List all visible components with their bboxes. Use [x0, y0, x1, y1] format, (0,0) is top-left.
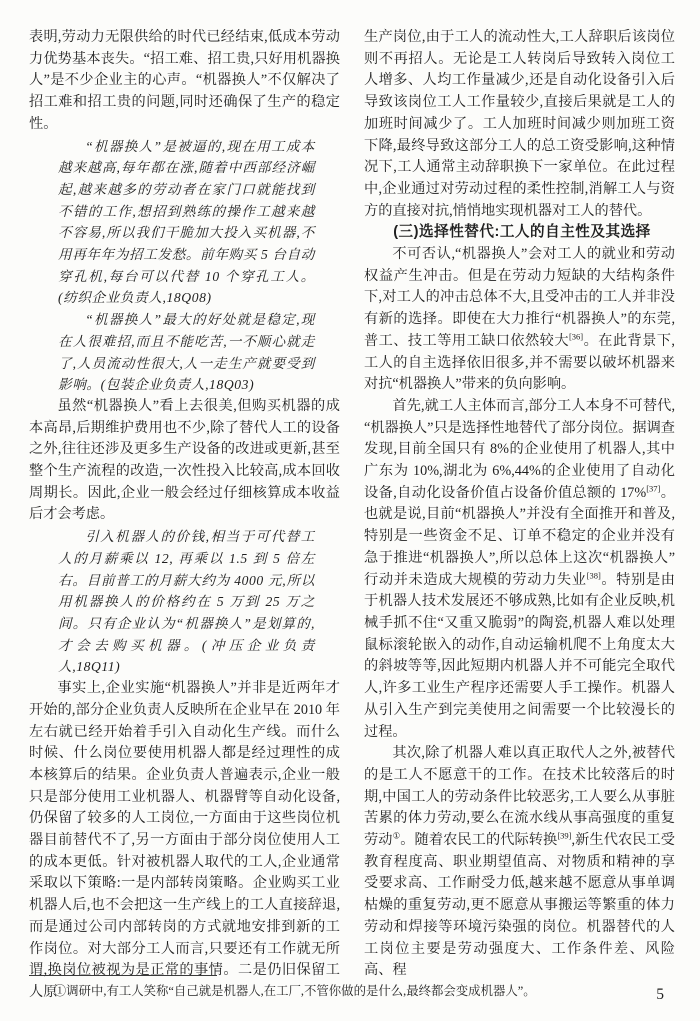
- two-column-text-area: [29, 27, 675, 1004]
- citation-superscript: [38]: [586, 569, 601, 580]
- left-column: [29, 27, 340, 1004]
- body-paragraph: 虽然“机器换人”看上去很美,但购买机器的成本高昂,后期维护费用也不少,除了替代人工的设备之外,往往还涉及更多生产设备的改进或更新,甚至整个生产流程的改造,一次性投入比较高,成本回收周期长。因此,企业一般会经过仔细核算成本收益后才会考虑。: [29, 397, 340, 523]
- body-paragraph: 不可否认,“机器换人”会对工人的就业和劳动权益产生冲击。但是在劳动力短缺的大结构条件下,对工人的冲击总体不大,且受冲击的工人并非没有新的选择。即使在大力推行“机器换人”的东莞,普工、技工等用工缺口依然较大[36]。在此背景下,工人的自主选择依旧很多,并不需要以破坏机器来对抗“机器换人”带来的负向影响。: [364, 246, 675, 393]
- body-paragraph: 其次,除了机器人难以真正取代人之外,被替代的是工人不愿意干的工作。在技术比较落后的时期,中国工人的劳动条件比较恶劣,工人要么从事脏苦累的体力劳动,要么在流水线从事高强度的重复劳动①。随着农民工的代际转换[39],新生代农民工受教育程度高、职业期望值高、对物质和精神的享受要求高、工作耐受力低,越来越不愿意从事单调枯燥的重复劳动,更不愿意从事搬运等繁重的体力劳动和焊接等环境污染强的岗位。机器替代的人工岗位主要是劳动强度大、工作条件差、风险高、程: [364, 745, 675, 979]
- footnote-text: ①调研中,有工人笑称“自己就是机器人,在工厂,不管你做的是什么,最终都会变成机器人”。: [53, 984, 536, 998]
- interview-quote: “机器换人”最大的好处就是稳定,现在人很难招,而且不能吃苦,一不顺心就走了,人员流动性很大,人一走生产就要受到影响。(包装企业负责人,18Q03): [58, 312, 315, 393]
- section-heading: (三)选择性替代:工人的自主性及其选择: [393, 224, 651, 241]
- footnote-divider: [29, 975, 217, 976]
- citation-superscript: [37]: [646, 483, 661, 494]
- page-number: 5: [656, 986, 664, 1003]
- citation-superscript: ①: [392, 830, 401, 841]
- interview-quote: “机器换人”是被逼的,现在用工成本越来越高,每年都在涨,随着中西部经济崛起,越来越多的劳动者在家门口就能找到不错的工作,想招到熟练的操作工越来越不容易,所以我们干脆加大投入买机器,不用再年年为招工发愁。前年购买 5 台自动穿孔机,每台可以代替 10 个穿孔工人。(纺织企业负责人,18Q08): [58, 138, 315, 306]
- body-paragraph: 首先,就工人主体而言,部分工人本身不可替代,“机器换人”只是选择性地替代了部分岗位。据调查发现,目前全国只有 8%的企业使用了机器人,其中广东为 10%,湖北为 6%,44%的企业使用了自动化设备,自动化设备价值占设备价值总额的 17%[37]。也就是说,目前“机器换人”并没有全面推开和普及,特别是一些资金不足、订单不稳定的企业并没有急于推进“机器换人”,所以总体上这次“机器换人”行动并未造成大规模的劳动力失业[38]。特别是由于机器人技术发展还不够成熟,比如有企业反映,机械手抓不住“又重又脆弱”的陶瓷,机器人难以处理鼠标滚轮嵌入的动作,自动运输机爬不上角度太大的斜坡等等,因此短期内机器人并不可能完全取代人,许多工业生产程序还需要人手工操作。机器人从引入生产到完美使用之间需要一个比较漫长的过程。: [364, 397, 675, 740]
- citation-superscript: [36]: [568, 331, 584, 342]
- interview-quote: 引入机器人的价钱,相当于可代替工人的月薪乘以 12, 再乘以 1.5 到 5 倍左右。目前普工的月薪大约为 4000 元,所以用机器换人的价格约在 5 万到 25 万之间。只有企业认为“机器换人”是划算的,才会去购买机器。(冲压企业负责人,18Q11): [58, 529, 315, 675]
- right-column: [364, 27, 675, 1004]
- body-paragraph: 表明,劳动力无限供给的时代已经结束,低成本劳动力优势基本丧失。“招工难、招工贵,只好用机器换人”是不少企业主的心声。“机器换人”不仅解决了招工难和招工贵的问题,同时还确保了生产的稳定性。: [29, 29, 340, 132]
- body-paragraph: 事实上,企业实施“机器换人”并非是近两年才开始的,部分企业负责人反映所在企业早在 2010 年左右就已经开始着手引入自动化生产线。而什么时候、什么岗位要使用机器人都是经过理性的成本核算后的结果。企业负责人普遍表示,企业一般只是部分使用工业机器人、机器臂等自动化设备,仍保留了较多的人工岗位,一方面由于这些岗位机器目前替代不了,另一方面由于部分岗位使用人工的成本更低。针对被机器人取代的工人,企业通常采取以下策略:一是内部转岗策略。企业购买工业机器人后,也不会把这一生产线上的工人直接辞退,而是通过公司内部转岗的方式就地安排到新的工作岗位。对大部分工人而言,只要还有工作就无所谓,换岗位被视为是正常的事情。二是仍旧保留工人原: [29, 680, 340, 1000]
- citation-superscript: [39]: [557, 830, 572, 841]
- body-paragraph: 生产岗位,由于工人的流动性大,工人辞职后该岗位则不再招人。无论是工人转岗后导致转入岗位工人增多、人均工作量减少,还是自动化设备引入后导致该岗位工人工作量较少,直接后果就是工人的加班时间减少了。工人加班时间减少则加班工资下降,最终导致这部分工人的总工资受影响,这种情况下,工人通常主动辞职换下一家单位。在此过程中,企业通过对劳动过程的柔性控制,消解工人与资方的直接对抗,悄悄地实现机器对工人的替代。: [364, 29, 675, 219]
